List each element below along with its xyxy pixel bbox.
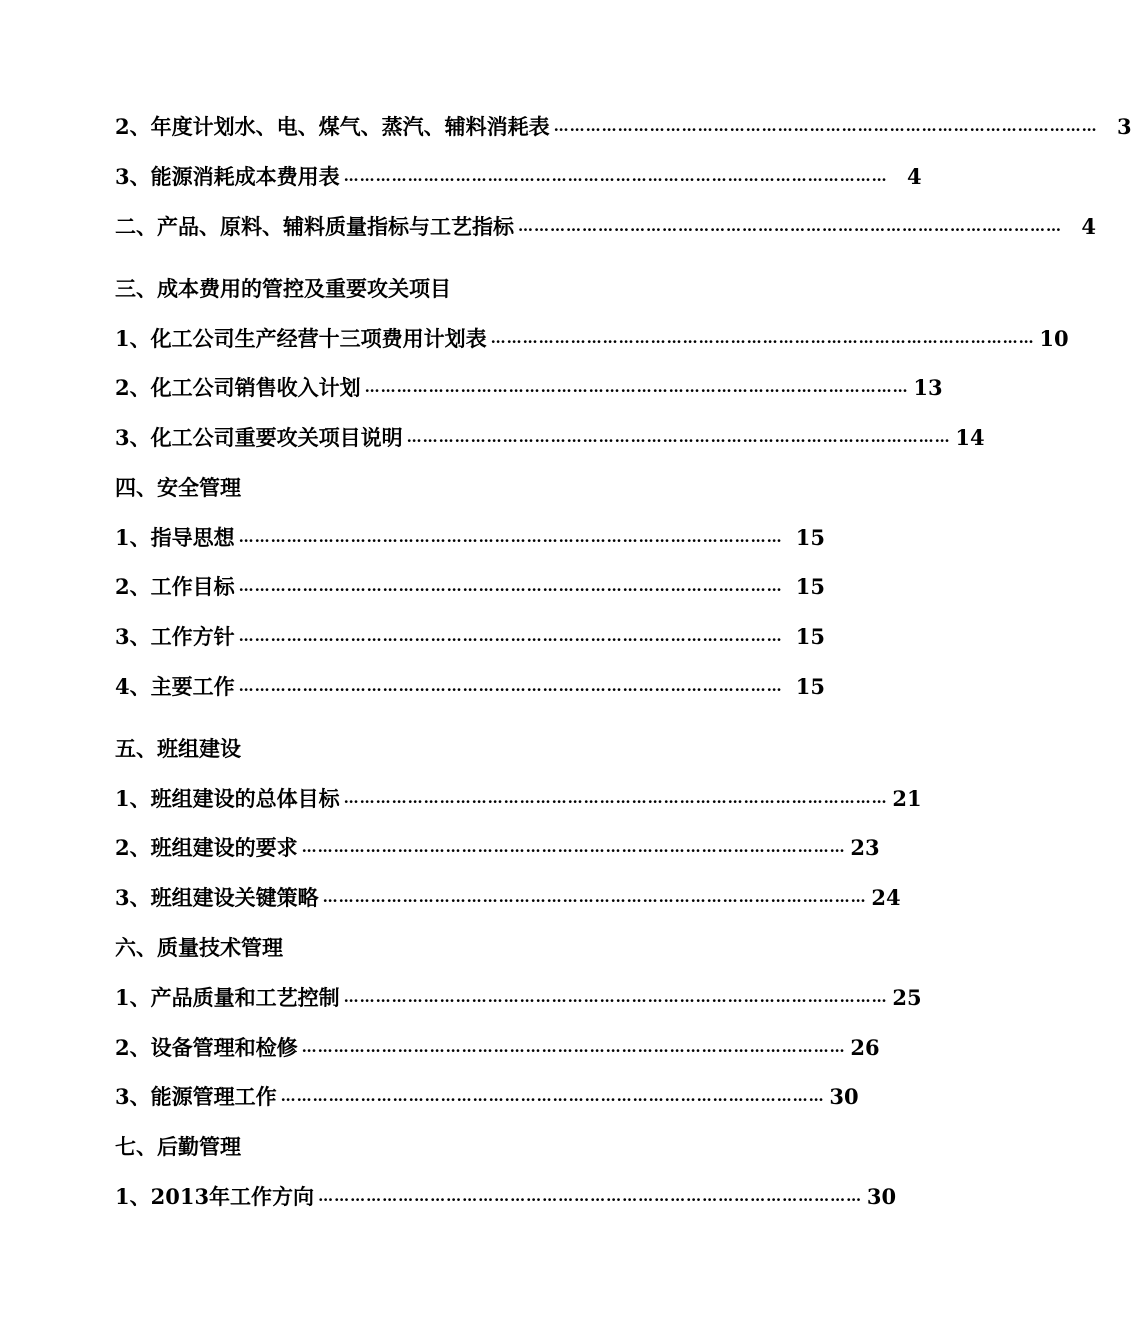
toc-leader-dots: ………………………………………………………………………………………… — [238, 577, 783, 595]
toc-entry-label: 1、2013年工作方向 — [115, 1184, 315, 1209]
toc-entry-label: 3、能源消耗成本费用表 — [115, 164, 340, 189]
toc-entry-label: 3、能源管理工作 — [115, 1084, 277, 1109]
toc-entry-page: 14 — [955, 424, 985, 450]
toc-entry-page: 30 — [866, 1183, 897, 1209]
toc-entry-page: 10 — [1039, 325, 1069, 351]
toc-entry[interactable] — [115, 1030, 880, 1064]
toc-section-label: 六、质量技术管理 — [115, 935, 283, 960]
toc-leader-dots: ………………………………………………………………………………………… — [406, 428, 951, 446]
toc-entry[interactable] — [115, 880, 901, 914]
toc-entry-page: 4 — [1081, 213, 1096, 239]
toc-leader-dots: ………………………………………………………………………………………… — [280, 1087, 825, 1105]
toc-entry-label: 1、化工公司生产经营十三项费用计划表 — [115, 326, 487, 351]
toc-entry-label: 1、产品质量和工艺控制 — [115, 985, 340, 1010]
toc-entry[interactable] — [115, 159, 922, 193]
toc-leader-dots: ………………………………………………………………………………………… — [343, 167, 888, 185]
toc-leader-dots: ………………………………………………………………………………………… — [343, 988, 888, 1006]
toc-entry-page: 15 — [795, 573, 825, 599]
toc-leader-dots: ………………………………………………………………………………………… — [238, 528, 783, 546]
toc-entry-page: 23 — [850, 834, 880, 860]
toc-entry-label: 1、班组建设的总体目标 — [115, 786, 340, 811]
toc-entry-label: 2、班组建设的要求 — [115, 835, 298, 860]
toc-entry[interactable] — [115, 370, 943, 404]
toc-leader-dots: ………………………………………………………………………………………… — [318, 1187, 863, 1205]
toc-entry-label: 二、产品、原料、辅料质量指标与工艺指标 — [115, 214, 514, 239]
toc-section-label: 四、安全管理 — [115, 475, 241, 500]
toc-leader-dots: ………………………………………………………………………………………… — [322, 888, 867, 906]
toc-entry-page: 13 — [913, 374, 943, 400]
toc-leader-dots: ………………………………………………………………………………………… — [301, 1038, 846, 1056]
toc-section-label: 七、后勤管理 — [115, 1134, 241, 1159]
toc-entry[interactable] — [115, 781, 922, 815]
toc-entry[interactable] — [115, 1079, 859, 1113]
toc-leader-dots: ………………………………………………………………………………………… — [490, 329, 1035, 347]
toc-entry-page: 21 — [892, 785, 922, 811]
toc-entry-label: 4、主要工作 — [115, 674, 235, 699]
toc-entry[interactable] — [115, 619, 825, 653]
toc-section-heading[interactable] — [115, 271, 825, 305]
toc-leader-dots: ………………………………………………………………………………………… — [238, 627, 783, 645]
toc-entry[interactable] — [115, 321, 1069, 355]
toc-entry-label: 1、指导思想 — [115, 525, 235, 550]
toc-entry[interactable] — [115, 980, 922, 1014]
toc-entry[interactable] — [115, 520, 825, 554]
toc-leader-dots: ………………………………………………………………………………………… — [343, 789, 888, 807]
toc-leader-dots: ………………………………………………………………………………………… — [364, 378, 909, 396]
toc-section-heading[interactable] — [115, 470, 825, 504]
toc-entry-label: 2、化工公司销售收入计划 — [115, 375, 361, 400]
toc-leader-dots: ………………………………………………………………………………………… — [238, 677, 783, 695]
toc-entry[interactable] — [115, 209, 1096, 243]
toc-leader-dots: ………………………………………………………………………………………… — [553, 117, 1098, 135]
toc-entry-page: 15 — [795, 623, 825, 649]
toc-section-label: 五、班组建设 — [115, 736, 241, 761]
toc-leader-dots: ………………………………………………………………………………………… — [301, 838, 846, 856]
toc-entry-page: 25 — [892, 984, 922, 1010]
toc-entry-label: 2、工作目标 — [115, 574, 235, 599]
toc-section-label: 三、成本费用的管控及重要攻关项目 — [115, 276, 451, 301]
toc-entry-page: 26 — [850, 1034, 880, 1060]
toc-entry-page: 24 — [871, 884, 901, 910]
toc-entry[interactable] — [115, 420, 985, 454]
toc-entry[interactable] — [115, 830, 880, 864]
toc-entry-page: 15 — [795, 673, 825, 699]
toc-entry-label: 2、设备管理和检修 — [115, 1035, 298, 1060]
toc-entry[interactable] — [115, 669, 825, 703]
toc-section-heading[interactable] — [115, 731, 825, 765]
toc-entry-label: 3、化工公司重要攻关项目说明 — [115, 425, 403, 450]
toc-entry[interactable] — [115, 109, 1132, 143]
toc-entry-label: 3、班组建设关键策略 — [115, 885, 319, 910]
toc-entry-page: 15 — [795, 524, 825, 550]
toc-entry-label: 2、年度计划水、电、煤气、蒸汽、辅料消耗表 — [115, 114, 550, 139]
toc-entry[interactable] — [115, 1179, 897, 1213]
toc-entry-page: 3 — [1117, 113, 1132, 139]
toc-leader-dots: ………………………………………………………………………………………… — [518, 217, 1062, 235]
toc-entry-label: 3、工作方针 — [115, 624, 235, 649]
toc-entry-page: 4 — [907, 163, 922, 189]
toc-entry-page: 30 — [829, 1083, 859, 1109]
toc-section-heading[interactable] — [115, 1129, 825, 1163]
toc-section-heading[interactable] — [115, 930, 825, 964]
toc-entry[interactable] — [115, 569, 825, 603]
